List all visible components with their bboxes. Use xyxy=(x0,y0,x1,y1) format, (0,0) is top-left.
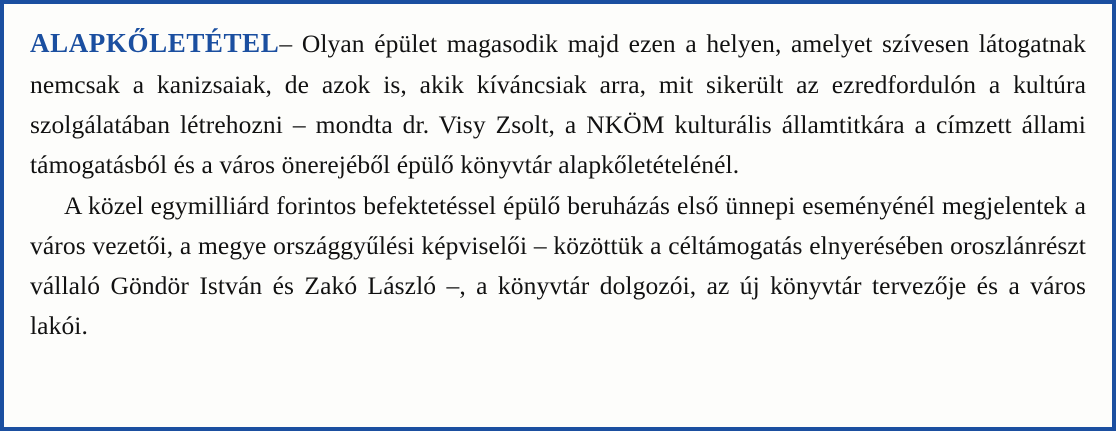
article-paragraph-2-text: A közel egymilliárd forintos befektetéssel épülő beruházás első ünnepi eseményénél megjelentek a város vezetői, a megye országgyűlési képviselői – közöttük a céltámogatás elnyerésében oroszlánrészt vállaló Göndör István és Zakó László –, a könyvtár dolgozói, az új könyvtár tervezője és a város lakói. xyxy=(30,190,1086,341)
article-body xyxy=(30,22,1086,347)
article-paragraph-1-text: Olyan épület magasodik majd ezen a helyen, amelyet szívesen látogatnak nemcsak a kanizsaiak, de azok is, akik kíváncsiak arra, mit sikerült az ezredfordulón a kultúra szolgálatában létrehozni – mondta dr. Visy Zsolt, a NKÖM kulturális államtitkára a címzett állami támogatásból és a város önerejéből épülő könyvtár alapkőletételénél. xyxy=(30,29,1086,180)
article-paragraph-2 xyxy=(30,186,1086,347)
headword-separator: – xyxy=(279,29,293,58)
article-headword: ALAPKŐLETÉTEL xyxy=(30,28,280,58)
article-paragraph-1 xyxy=(30,22,1086,186)
